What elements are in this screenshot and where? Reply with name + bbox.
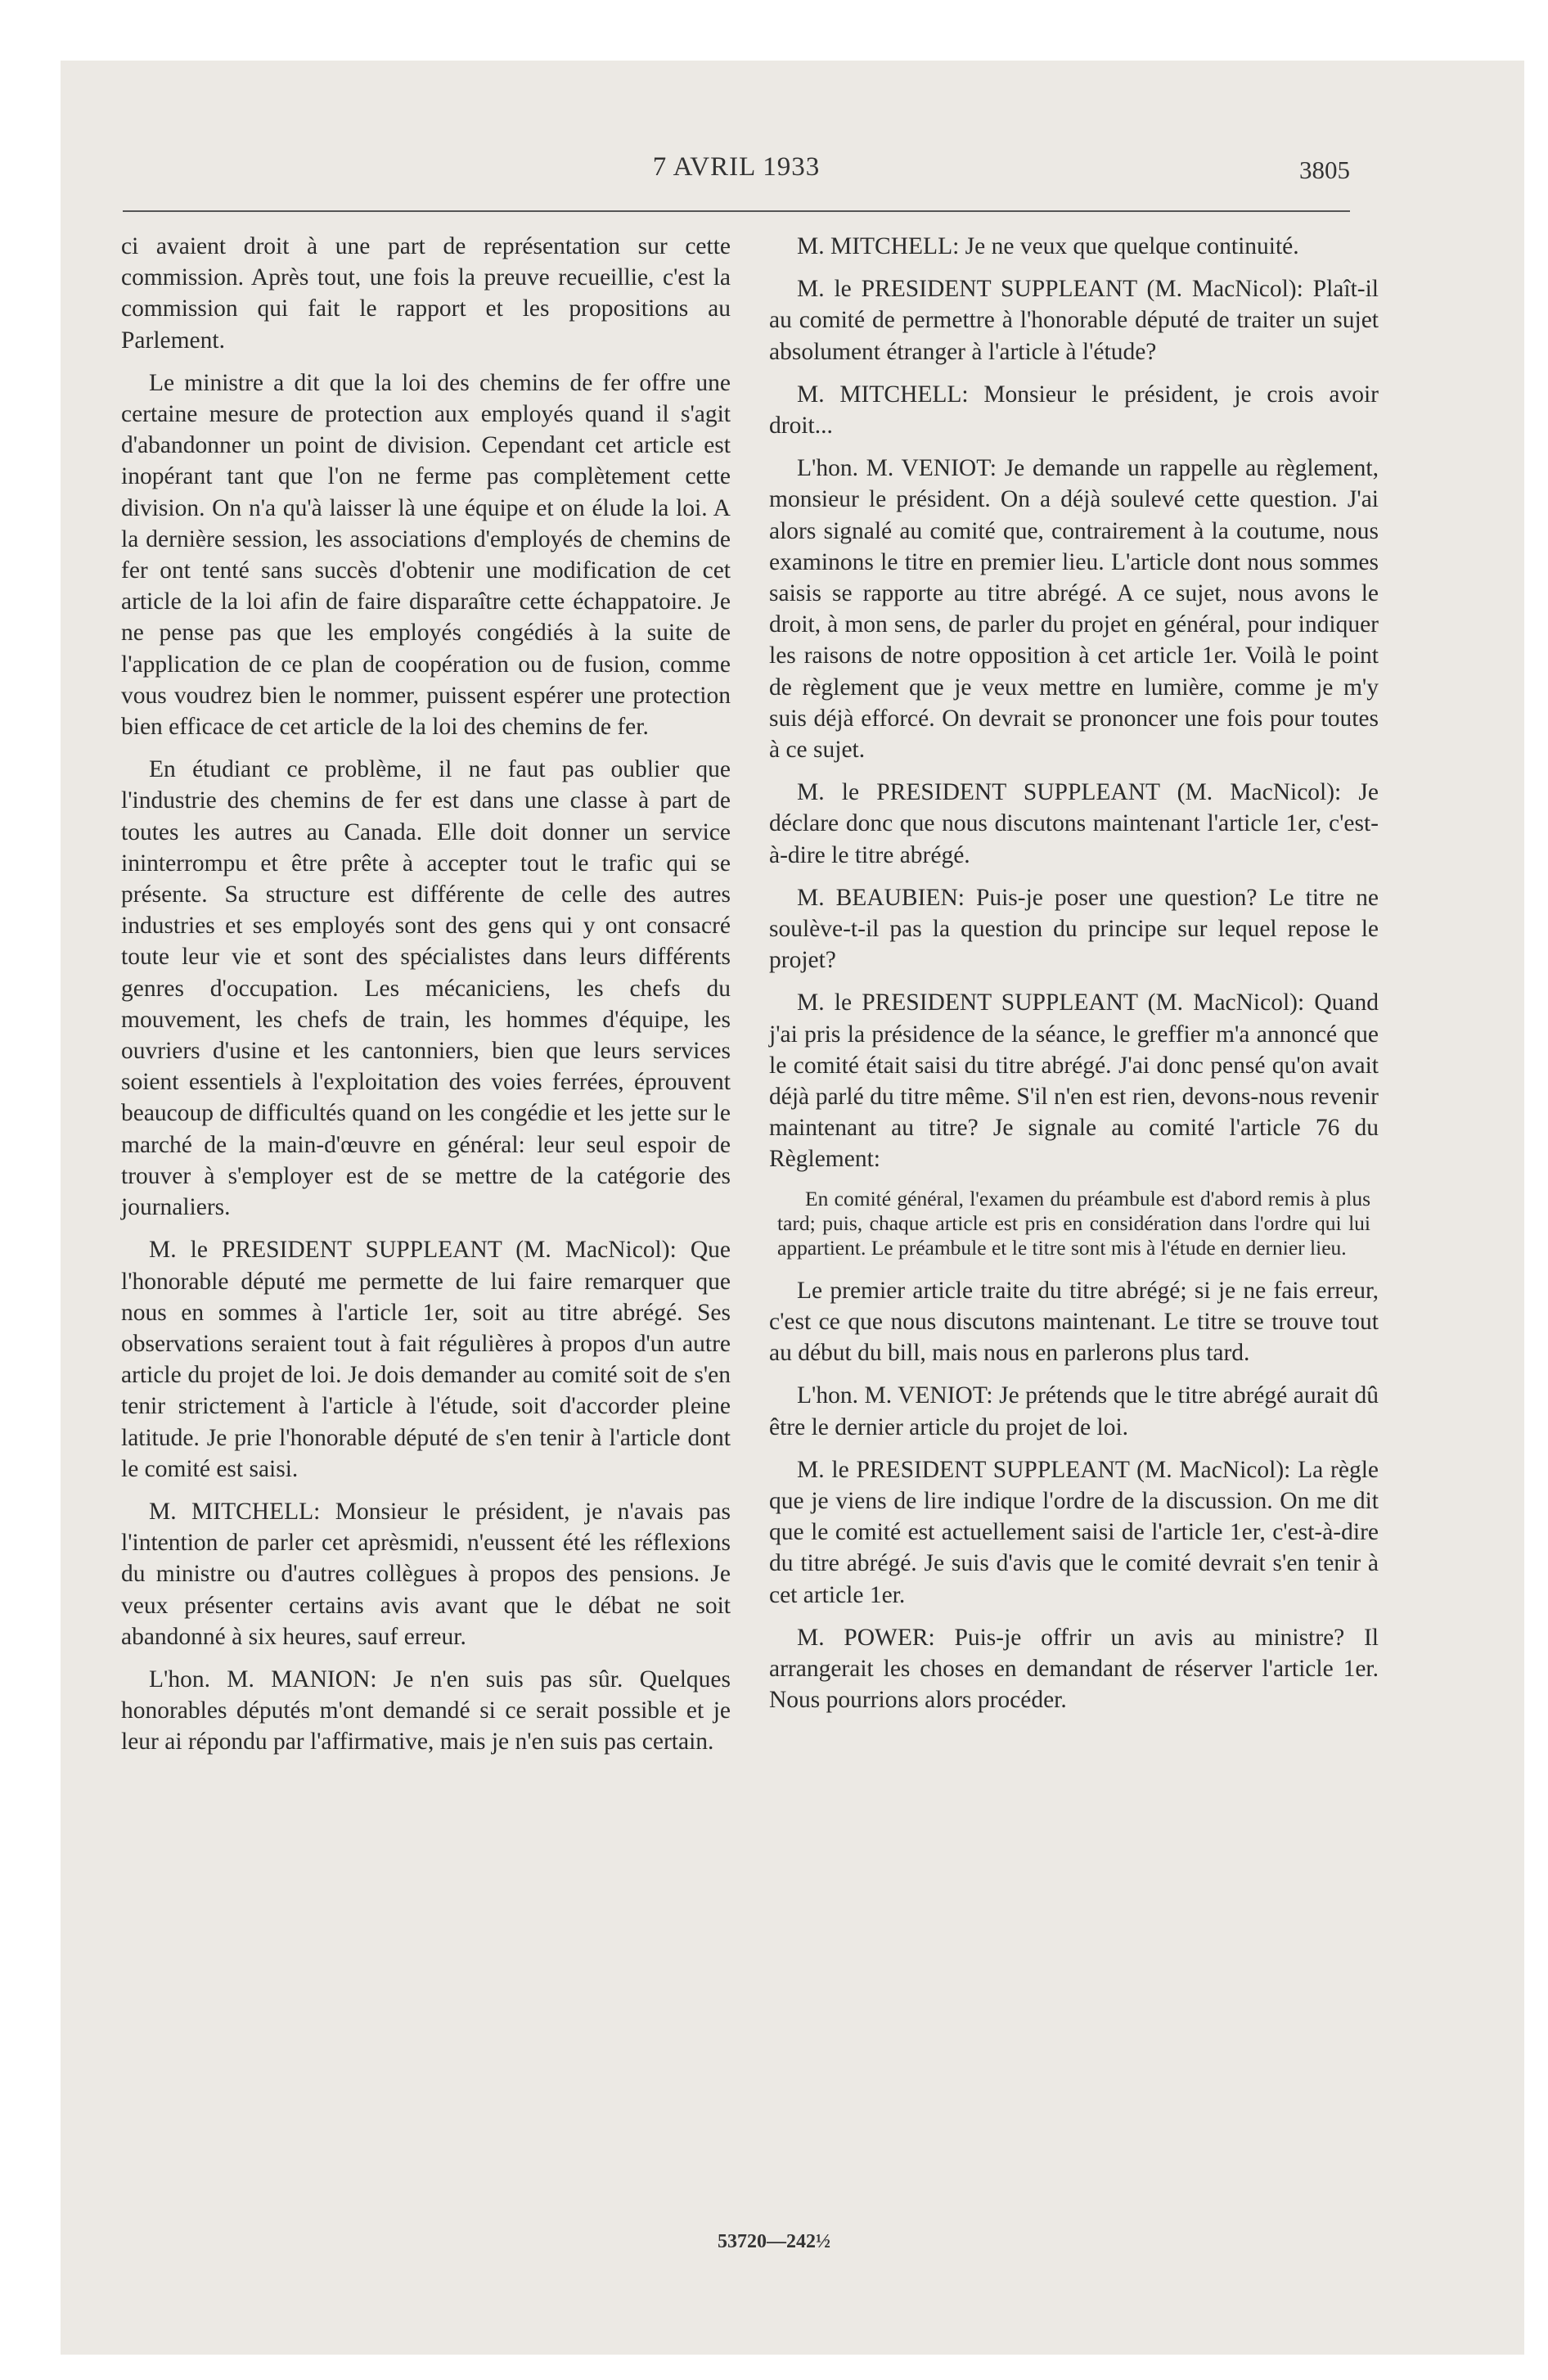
right-column	[769, 231, 1379, 1727]
paragraph: M. le PRESIDENT SUPPLEANT (M. MacNicol): Plaît-il au comité de permettre à l'honorable député de traiter un sujet absolument étranger à l'article à l'étude?	[769, 276, 1379, 365]
paragraph: L'hon. M. VENIOT: Je demande un rappelle au règlement, monsieur le président. On a déjà soulevé cette question. J'ai alors signalé au comité que, contrairement à la coutume, nous examinons le titre en premier lieu. L'article dont nous sommes saisis se rapporte au titre abrégé. A ce sujet, nous avons le droit, à mon sens, de parler du projet en général, pour indiquer les raisons de notre opposition à cet article 1er. Voilà le point de règlement que je veux mettre en lumière, comme je m'y suis déjà efforcé. On devrait se prononcer une fois pour toutes à ce sujet.	[769, 455, 1379, 764]
paragraph: M. BEAUBIEN: Puis-je poser une question? Le titre ne soulève-t-il pas la question du principe sur lequel repose le projet?	[769, 884, 1379, 974]
paragraph: M. MITCHELL: Monsieur le président, je n'avais pas l'intention de parler cet aprèsmidi, n'eussent été les réflexions du ministre ou d'autres collègues à propos des pensions. Je veux présenter certains avis avant que le débat ne soit abandonné à six heures, sauf erreur.	[121, 1498, 731, 1650]
paragraph: L'hon. M. MANION: Je n'en suis pas sûr. Quelques honorables députés m'ont demandé si ce serait possible et je leur ai répondu par l'affirmative, mais je n'en suis pas certain.	[121, 1666, 731, 1756]
page-header	[123, 152, 1350, 193]
printer-code: 53720—242½	[718, 2231, 830, 2252]
paragraph: Le ministre a dit que la loi des chemins de fer offre une certaine mesure de protection aux employés quand il s'agit d'abandonner un point de division. Cependant cet article est inopérant tant que l'on ne ferme pas complètement cette division. On n'a qu'à laisser là une équipe et on élude la loi. A la dernière session, les associations d'employés de chemins de fer ont tenté sans succès d'obtenir une modification de cet article de la loi afin de faire disparaître cette échappatoire. Je ne pense pas que les employés congédiés à la suite de l'application de ce plan de coopération ou de fusion, comme vous voudrez bien le nommer, puissent espérer une protection bien efficace de cet article de la loi des chemins de fer.	[121, 369, 731, 741]
paragraph: M. le PRESIDENT SUPPLEANT (M. MacNicol): Quand j'ai pris la présidence de la séance, le greffier m'a annoncé que le comité était saisi du titre abrégé. J'ai donc pensé qu'on avait déjà parlé du titre même. S'il n'en est rien, devons-nous revenir maintenant au titre? Je signale au comité l'article 76 du Règlement:	[769, 989, 1379, 1173]
left-column	[121, 231, 731, 1769]
paragraph: En étudiant ce problème, il ne faut pas oublier que l'industrie des chemins de fer est dans une classe à part de toutes les autres au Canada. Elle doit donner un service ininterrompu et être prête à accepter tout le trafic qui se présente. Sa structure est différente de celle des autres industries et ses employés sont des gens qui y ont consacré toute leur vie et sont des spécialistes dans leurs différents genres d'occupation. Les mécaniciens, les chefs du mouvement, les chefs de train, les hommes d'équipe, les ouvriers d'usine et les cantonniers, bien que leurs services soient essentiels à l'exploitation des voies ferrées, éprouvent beaucoup de difficultés quand on les congédie et les jette sur le marché de la main-d'œuvre en général: leur seul espoir de trouver à s'employer est de se mettre de la catégorie des journaliers.	[121, 756, 731, 1221]
header-date: 7 AVRIL 1933	[652, 152, 821, 182]
paragraph: ci avaient droit à une part de représentation sur cette commission. Après tout, une fois la preuve recueillie, c'est la commission qui fait le rapport et les propositions au Parlement.	[121, 233, 731, 354]
paragraph: Le premier article traite du titre abrégé; si je ne fais erreur, c'est ce que nous discutons maintenant. Le titre se trouve tout au début du bill, mais nous en parlerons plus tard.	[769, 1277, 1379, 1367]
paragraph: M. le PRESIDENT SUPPLEANT (M. MacNicol): Je déclare donc que nous discutons maintenant l'article 1er, c'est-à-dire le titre abrégé.	[769, 779, 1379, 868]
paragraph: M. MITCHELL: Monsieur le président, je crois avoir droit...	[769, 381, 1379, 439]
paragraph: M. le PRESIDENT SUPPLEANT (M. MacNicol): Que l'honorable député me permette de lui faire remarquer que nous en sommes à l'article 1er, soit au titre abrégé. Ses observations seraient tout à fait régulières à propos d'un autre article du projet de loi. Je dois demander au comité soit de s'en tenir strictement à l'article à l'étude, soit d'accorder pleine latitude. Je prie l'honorable député de s'en tenir à l'article dont le comité est saisi.	[121, 1237, 731, 1482]
paragraph: L'hon. M. VENIOT: Je prétends que le titre abrégé aurait dû être le dernier article du projet de loi.	[769, 1382, 1379, 1440]
header-rule	[123, 210, 1350, 212]
page-number: 3805	[1299, 156, 1350, 184]
paragraph: M. le PRESIDENT SUPPLEANT (M. MacNicol): La règle que je viens de lire indique l'ordre de la discussion. On me dit que le comité est actuellement saisi de l'article 1er, c'est-à-dire du titre abrégé. Je suis d'avis que le comité devrait s'en tenir à cet article 1er.	[769, 1456, 1379, 1608]
rule-quotation: En comité général, l'examen du préambule est d'abord remis à plus tard; puis, chaque article est pris en considération dans l'ordre qui lui appartient. Le préambule et le titre sont mis à l'étude en dernier lieu.	[777, 1186, 1370, 1260]
paragraph: M. MITCHELL: Je ne veux que quelque continuité.	[797, 233, 1299, 259]
paragraph: M. POWER: Puis-je offrir un avis au ministre? Il arrangerait les choses en demandant de réserver l'article 1er. Nous pourrions alors procéder.	[769, 1624, 1379, 1714]
